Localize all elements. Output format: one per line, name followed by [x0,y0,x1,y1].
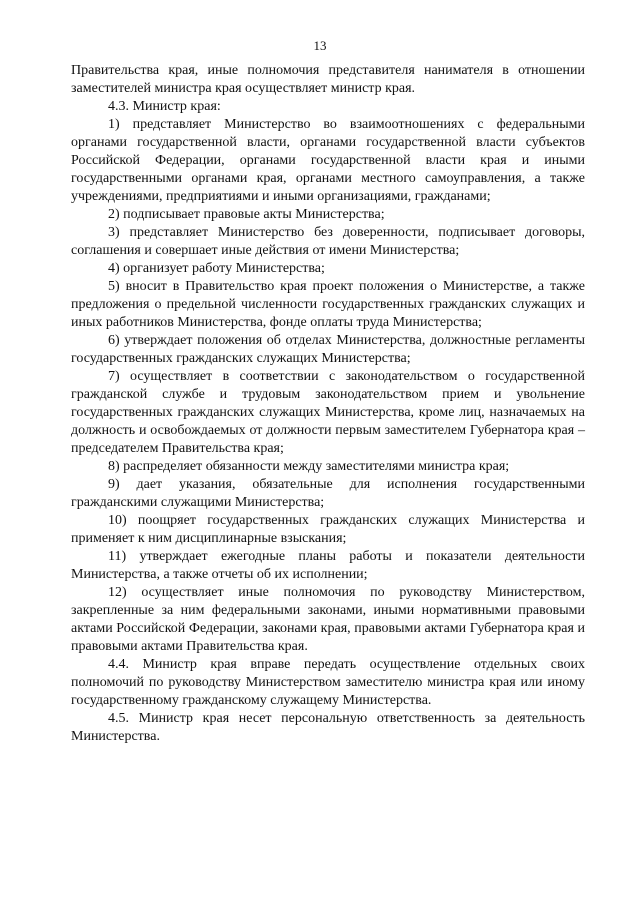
paragraph-continuation: Правительства края, иные полномочия представителя нанимателя в отношении заместителей министра края осуществляет министр края. [71,63,585,96]
list-item-4: 4) организует работу Министерства; [108,261,325,276]
page-number: 13 [313,38,327,53]
list-item-8: 8) распределяет обязанности между заместителями министра края; [108,459,510,474]
list-item-9: 9) дает указания, обязательные для исполнения государственными гражданскими служащими Министерства; [71,477,585,510]
section-heading-4-3: 4.3. Министр края: [108,99,221,114]
section-4-5: 4.5. Министр края несет персональную ответственность за деятельность Министерства. [71,711,585,744]
list-item-10: 10) поощряет государственных гражданских служащих Министерства и применяет к ним дисциплинарные взыскания; [71,513,585,546]
list-item-2: 2) подписывает правовые акты Министерства; [108,207,385,222]
list-item-3: 3) представляет Министерство без доверенности, подписывает договоры, соглашения и совершает иные действия от имени Министерства; [71,225,585,258]
list-item-1: 1) представляет Министерство во взаимоотношениях с федеральными органами государственной власти, органами государственной власти субъектов Российской Федерации, органами государственной власти края и иными государственными органами края, органами местного самоуправления, а также учреждениями, предприятиями и иными организациями, гражданами; [71,117,585,204]
list-item-12: 12) осуществляет иные полномочия по руководству Министерством, закрепленные за ним федеральными законами, иными нормативными правовыми актами Российской Федерации, законами края, правовыми актами Губернатора края и правовыми актами Правительства края. [71,585,585,654]
document-body [71,62,585,746]
list-item-6: 6) утверждает положения об отделах Министерства, должностные регламенты государственных гражданских служащих Министерства; [71,333,585,366]
list-item-5: 5) вносит в Правительство края проект положения о Министерстве, а также предложения о предельной численности государственных гражданских служащих и иных работников Министерства, фонде оплаты труда Министерства; [71,279,585,330]
list-item-11: 11) утверждает ежегодные планы работы и показатели деятельности Министерства, а также отчеты об их исполнении; [71,549,585,582]
list-item-7: 7) осуществляет в соответствии с законодательством о государственной гражданской службе и трудовым законодательством прием и увольнение государственных гражданских служащих Министерства, кроме лиц, назначаемых на должность и освобождаемых от должности первым заместителем Губернатора края – председателем Правительства края; [71,369,585,456]
section-4-4: 4.4. Министр края вправе передать осуществление отдельных своих полномочий по руководству Министерством заместителю министра края или иному государственному гражданскому служащему Министерства. [71,657,585,708]
